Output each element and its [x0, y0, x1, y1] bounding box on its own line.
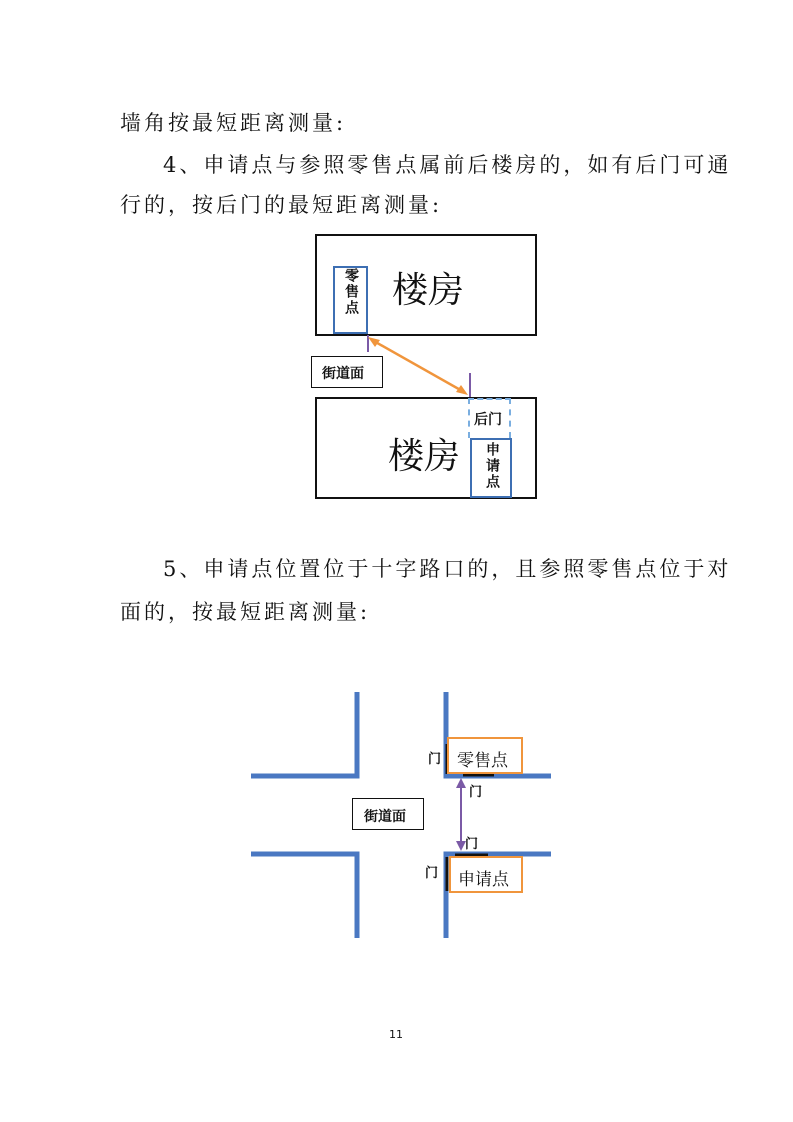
street-label: 街道面: [322, 366, 364, 382]
paragraph-line-1: 墙角按最短距离测量:: [120, 111, 347, 135]
applicant-point-label: 申请点: [484, 442, 500, 490]
paragraph-line-3: 行的，按后门的最短距离测量:: [120, 193, 443, 217]
door-label-retail-left: 门: [428, 752, 442, 767]
door-label-applicant-left: 门: [425, 866, 439, 881]
page-number: 11: [389, 1028, 403, 1041]
retail-point-label: 零售点: [343, 268, 359, 316]
building-top-label: 楼房: [392, 270, 465, 311]
building-bottom-label: 楼房: [388, 436, 461, 477]
applicant-point-label: 申请点: [458, 870, 509, 890]
door-label-applicant-top: 门: [465, 837, 479, 852]
retail-point-label: 零售点: [457, 751, 508, 771]
arrow-head-up: [456, 778, 466, 788]
paragraph-line-5: 面的，按最短距离测量:: [120, 600, 371, 624]
road-corner-top-left: [251, 692, 357, 776]
door-label-retail-bottom: 门: [469, 785, 483, 800]
paragraph-line-2: 4、申请点与参照零售点属前后楼房的，如有后门可通: [163, 153, 732, 177]
back-door-label: 后门: [474, 412, 502, 428]
street-label: 街道面: [364, 809, 406, 825]
paragraph-line-4: 5、申请点位置位于十字路口的，且参照零售点位于对: [163, 557, 732, 581]
road-corner-bottom-left: [251, 854, 357, 938]
